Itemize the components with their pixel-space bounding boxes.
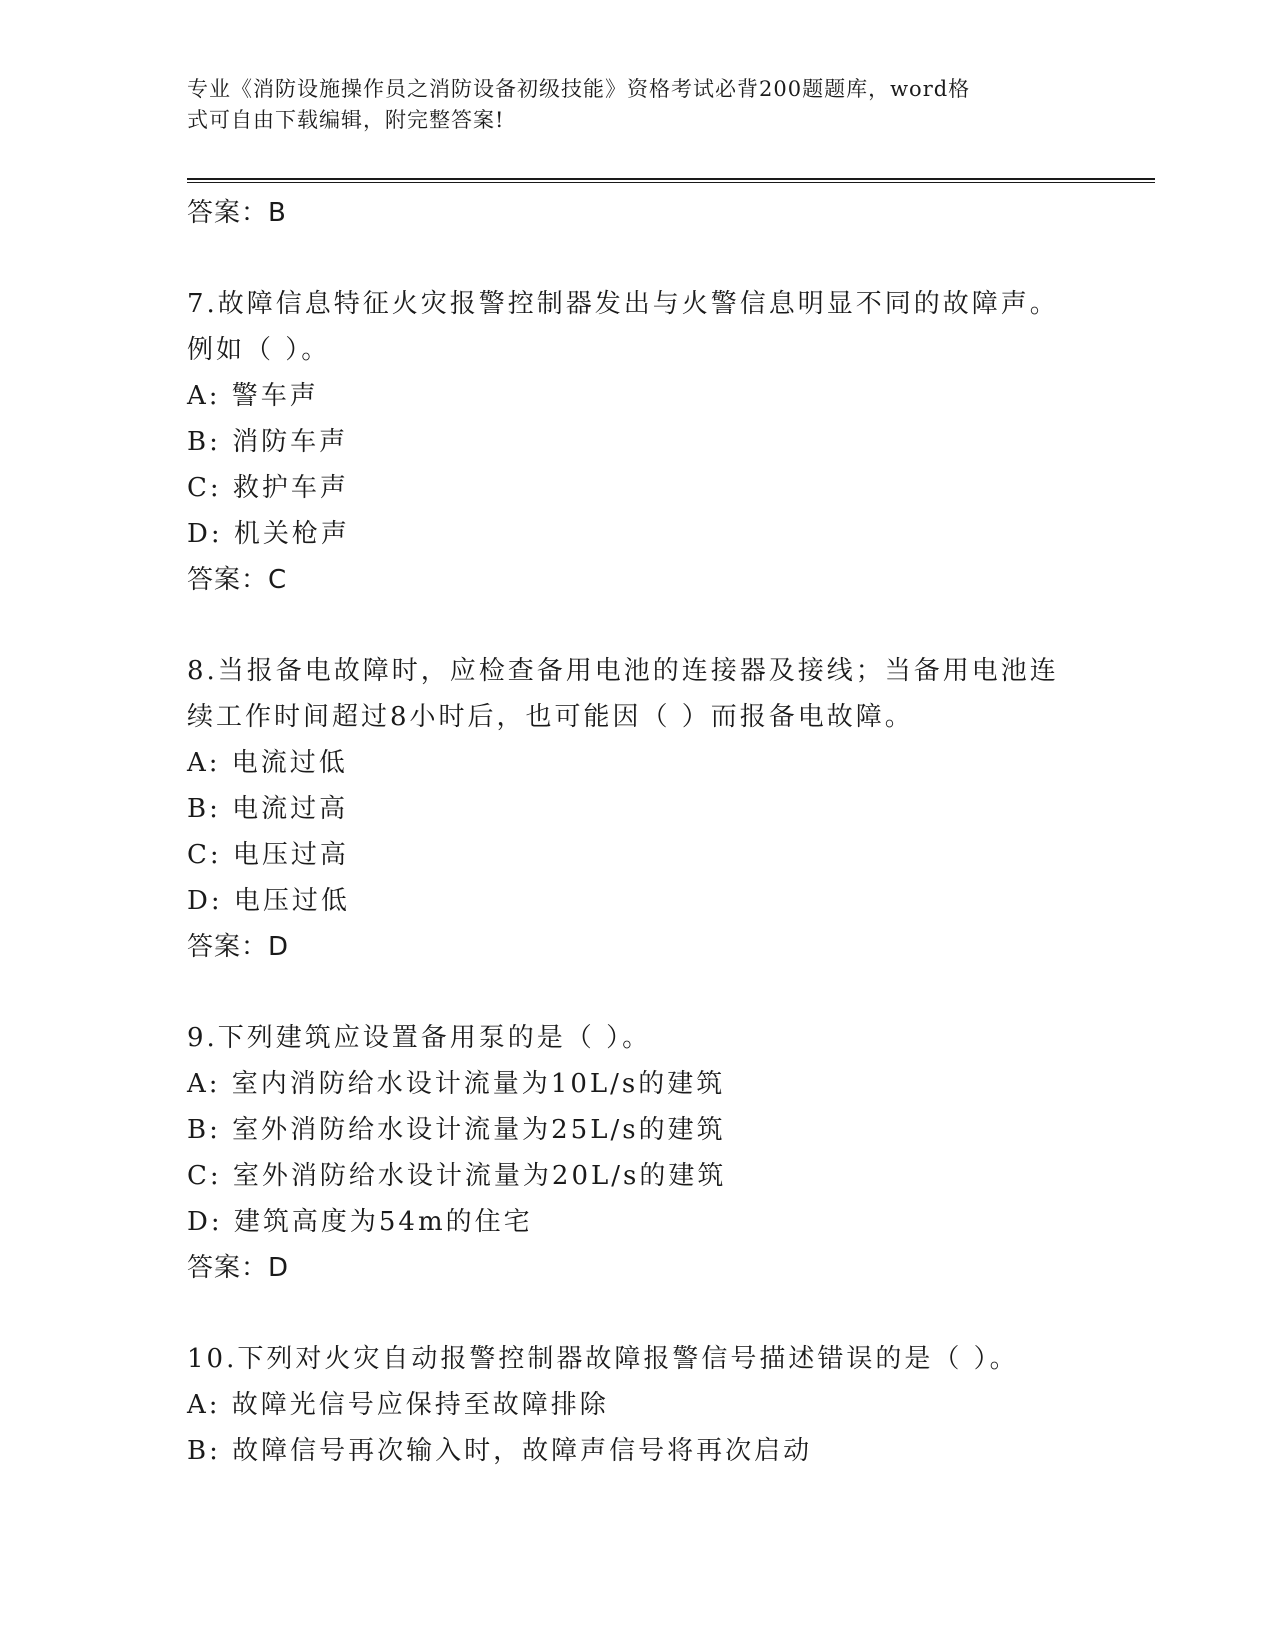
question-stem: 续工作时间超过8小时后，也可能因（ ）而报备电故障。 (187, 702, 914, 732)
question-block (187, 281, 1087, 603)
header-divider (187, 178, 1155, 180)
spacer (187, 236, 1087, 281)
option-d: D: 建筑高度为54m的住宅 (187, 1207, 533, 1237)
question-block (187, 1015, 1087, 1291)
option-a: A: 电流过低 (187, 748, 348, 778)
question-stem: 10.下列对火灾自动报警控制器故障报警信号描述错误的是（ ）。 (187, 1344, 1019, 1374)
question-stem: 9.下列建筑应设置备用泵的是（ ）。 (187, 1023, 652, 1053)
option-c: C: 电压过高 (187, 840, 349, 870)
header-line-1: 专业《消防设施操作员之消防设备初级技能》资格考试必背200题题库，word格 (187, 77, 971, 101)
option-c: C: 室外消防给水设计流量为20L/s的建筑 (187, 1161, 727, 1191)
option-a: A: 警车声 (187, 381, 319, 411)
question-block (187, 1336, 1087, 1474)
answer-line: 答案：C (187, 565, 288, 595)
answer-line: 答案：D (187, 1253, 290, 1283)
spacer (187, 1291, 1087, 1336)
document-header (187, 74, 1067, 136)
header-divider-thin (187, 182, 1155, 183)
option-d: D: 电压过低 (187, 886, 350, 916)
option-b: B: 室外消防给水设计流量为25L/s的建筑 (187, 1115, 726, 1145)
header-line-2: 式可自由下载编辑，附完整答案! (187, 108, 505, 132)
question-stem: 8.当报备电故障时，应检查备用电池的连接器及接线；当备用电池连 (187, 656, 1059, 686)
option-b: B: 故障信号再次输入时，故障声信号将再次启动 (187, 1436, 813, 1466)
option-a: A: 室内消防给水设计流量为10L/s的建筑 (187, 1069, 726, 1099)
question-stem: 7.故障信息特征火灾报警控制器发出与火警信息明显不同的故障声。 (187, 289, 1059, 319)
spacer (187, 970, 1087, 1015)
spacer (187, 603, 1087, 648)
option-d: D: 机关枪声 (187, 519, 350, 549)
option-b: B: 电流过高 (187, 794, 349, 824)
option-c: C: 救护车声 (187, 473, 349, 503)
question-stem: 例如（ ）。 (187, 335, 331, 365)
option-b: B: 消防车声 (187, 427, 349, 457)
answer-line: 答案：B (187, 198, 287, 228)
answer-line: 答案：D (187, 932, 290, 962)
document-body (187, 190, 1087, 1474)
option-a: A: 故障光信号应保持至故障排除 (187, 1390, 609, 1420)
question-block (187, 648, 1087, 970)
